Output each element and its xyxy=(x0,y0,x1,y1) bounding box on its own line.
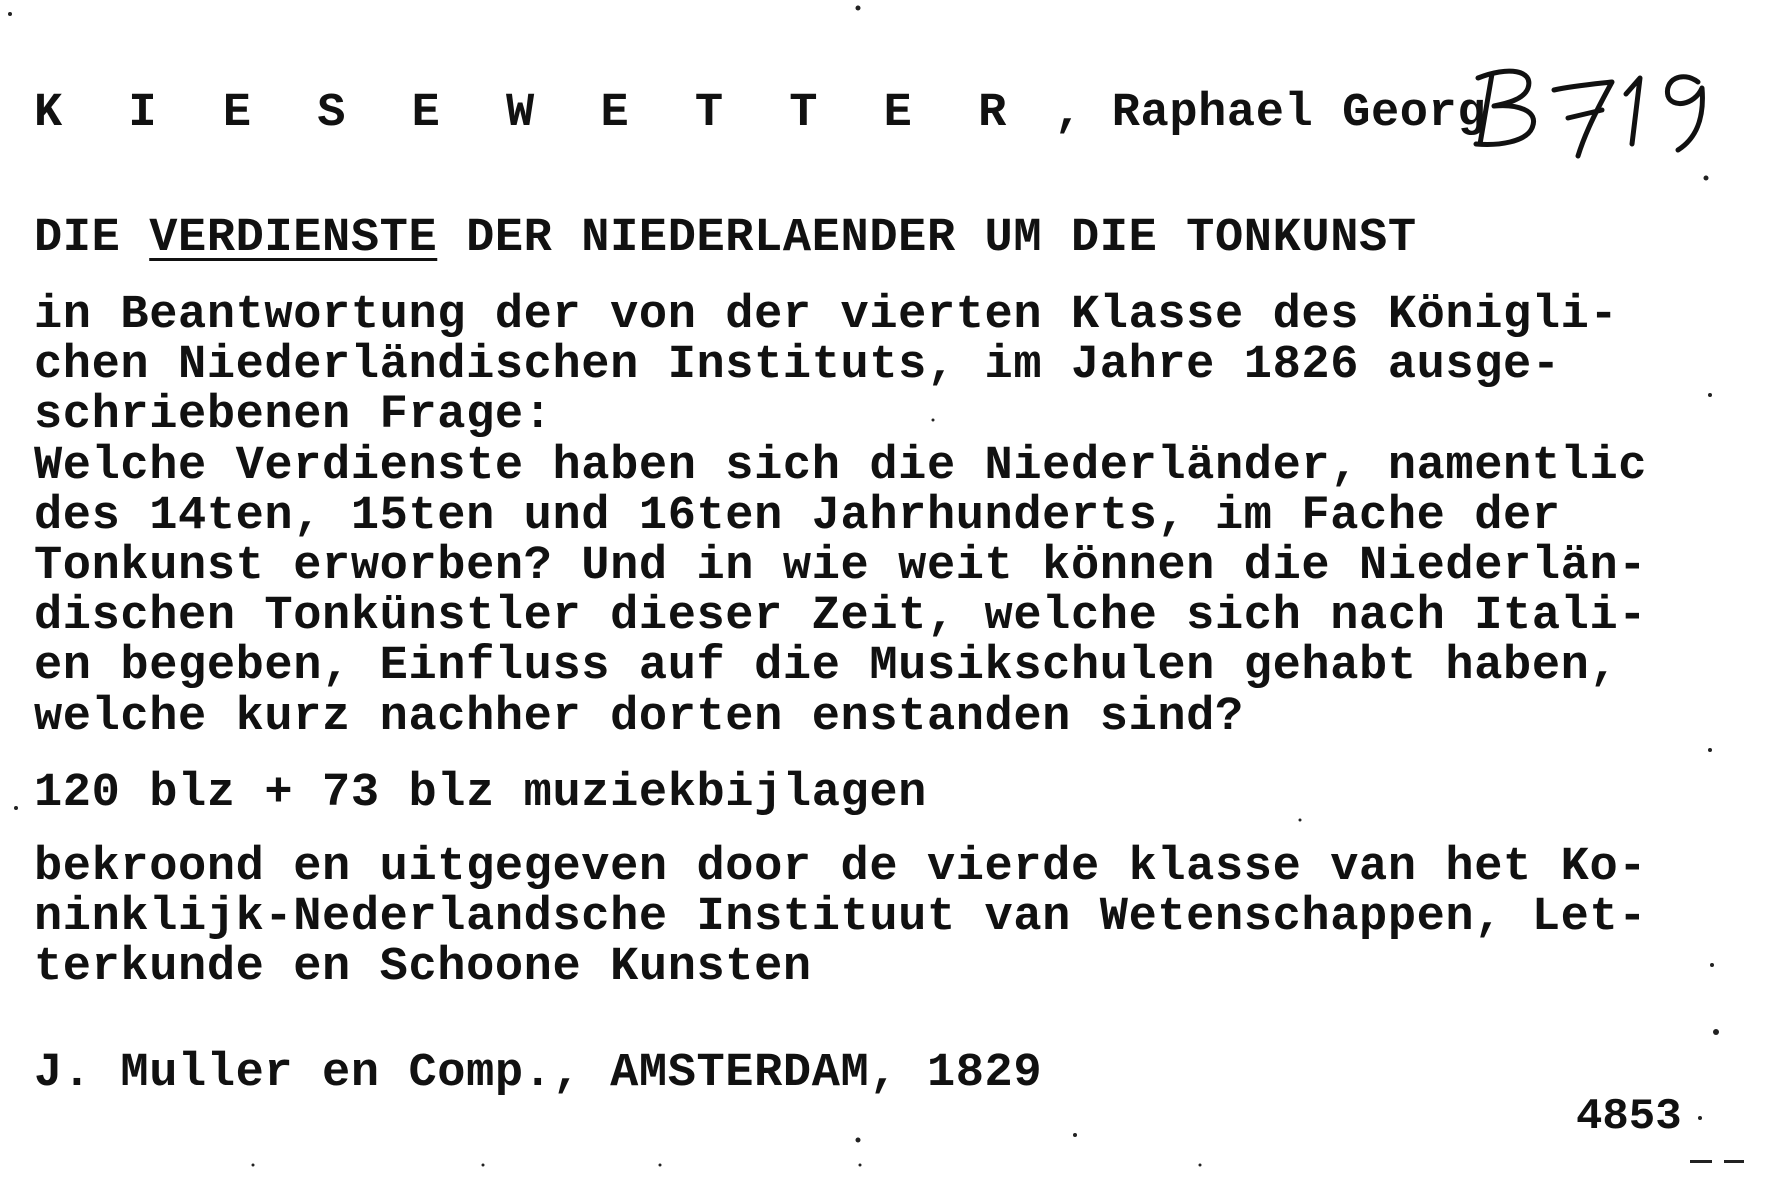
page-count: 120 blz + 73 blz muziekbijlagen xyxy=(34,767,927,820)
award-line: ninklijk-Nederlandsche Instituut van Wetenschappen, Let- xyxy=(34,891,1648,944)
subtitle-line: en begeben, Einfluss auf die Musikschulen gehabt haben, xyxy=(34,640,1619,694)
award-note xyxy=(34,843,1647,993)
subtitle-line: dischen Tonkünstler dieser Zeit, welche sich nach Itali- xyxy=(34,590,1648,644)
author-line xyxy=(34,88,1486,139)
subtitle-line: Welche Verdienste haben sich die Niederländer, namentlic xyxy=(34,439,1648,493)
catalog-number: 4853 xyxy=(1576,1092,1682,1142)
work-title xyxy=(34,213,1417,264)
title-underlined-word: VERDIENSTE xyxy=(149,212,438,265)
publisher-imprint: J. Muller en Comp., AMSTERDAM, 1829 xyxy=(34,1047,1043,1100)
subtitle-line: schriebenen Frage: xyxy=(34,389,553,443)
title-suffix: DER NIEDERLAENDER UM DIE TONKUNST xyxy=(437,212,1417,265)
subtitle-line: in Beantwortung der von der vierten Klasse des Königli- xyxy=(34,289,1619,342)
subtitle-line: chen Niederländischen Instituts, im Jahre 1826 ausge- xyxy=(34,339,1561,393)
subtitle-line: Tonkunst erworben? Und in wie weit können die Niederlän- xyxy=(34,540,1648,594)
award-line: bekroond en uitgegeven door de vierde klasse van het Ko- xyxy=(34,841,1648,894)
award-line: terkunde en Schoone Kunsten xyxy=(34,941,812,994)
subtitle-line: welche kurz nachher dorten enstanden sind? xyxy=(34,690,1244,744)
author-given-names: , Raphael Georg xyxy=(1025,87,1487,140)
author-surname: K I E S E W E T T E R xyxy=(34,87,1026,140)
handwritten-shelfmark xyxy=(1468,52,1728,162)
title-prefix: DIE xyxy=(34,212,150,265)
subtitle-line: des 14ten, 15ten und 16ten Jahrhunderts, im Fache der xyxy=(34,489,1561,543)
subtitle-block xyxy=(34,291,1647,743)
